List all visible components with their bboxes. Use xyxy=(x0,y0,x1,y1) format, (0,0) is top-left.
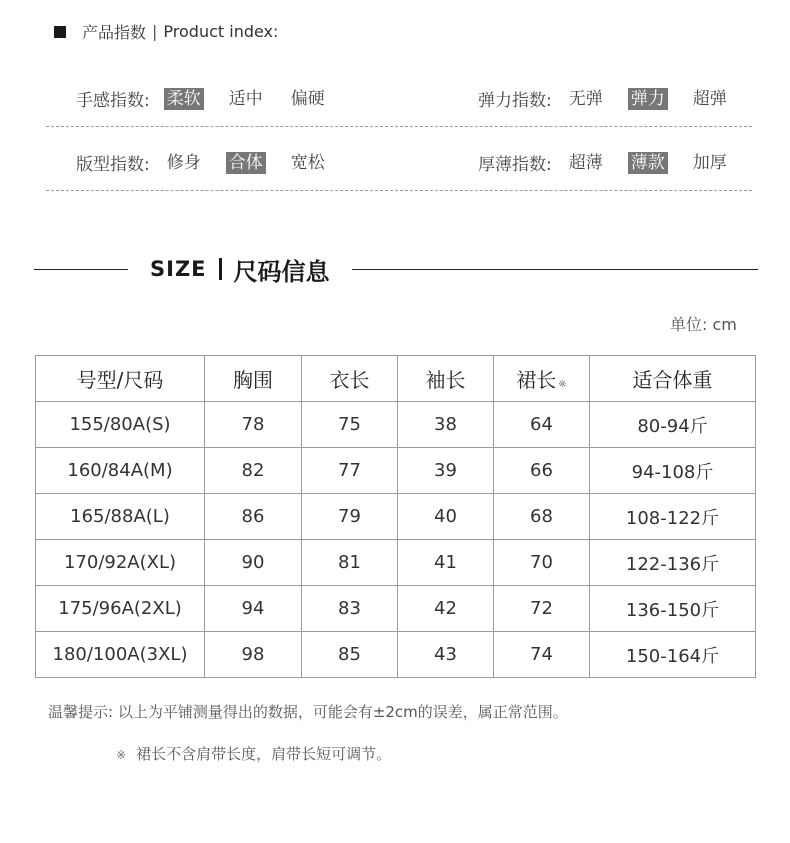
index-label: 手感指数: xyxy=(76,91,150,111)
table-row xyxy=(36,632,756,678)
value-cell: 81 xyxy=(302,540,398,586)
size-cell: 175/96A(2XL) xyxy=(36,586,205,632)
size-cell: 160/84A(M) xyxy=(36,448,205,494)
value-cell: 150-164斤 xyxy=(590,632,756,678)
title-divider-left xyxy=(34,269,128,270)
column-header: 裙长 xyxy=(516,368,557,392)
value-cell: 68 xyxy=(494,494,590,540)
value-cell: 85 xyxy=(302,632,398,678)
value-cell: 98 xyxy=(205,632,302,678)
value-cell: 136-150斤 xyxy=(590,586,756,632)
value-cell: 83 xyxy=(302,586,398,632)
value-cell: 90 xyxy=(205,540,302,586)
value-cell: 72 xyxy=(494,586,590,632)
value-cell: 43 xyxy=(398,632,494,678)
value-cell: 75 xyxy=(302,402,398,448)
size-cell: 155/80A(S) xyxy=(36,402,205,448)
value-cell: 82 xyxy=(205,448,302,494)
product-index-title-zh: 产品指数 xyxy=(82,23,147,42)
skirt-note xyxy=(116,743,391,764)
value-cell: 42 xyxy=(398,586,494,632)
value-cell: 122-136斤 xyxy=(590,540,756,586)
index-row-1 xyxy=(46,70,752,127)
index-option: 无弹 xyxy=(568,88,603,109)
unit-label: 单位: cm xyxy=(670,315,737,334)
hand-feel-index xyxy=(76,86,328,111)
reference-mark-icon: ※ xyxy=(116,748,127,762)
index-option: 加厚 xyxy=(692,152,727,173)
value-cell: 40 xyxy=(398,494,494,540)
reference-mark-icon: ※ xyxy=(558,379,567,390)
table-row xyxy=(36,448,756,494)
table-row xyxy=(36,494,756,540)
skirt-note-text: 裙长不含肩带长度，肩带长短可调节。 xyxy=(136,745,392,763)
table-row xyxy=(36,586,756,632)
index-option: 适中 xyxy=(228,88,263,109)
size-table xyxy=(35,355,756,678)
value-cell: 38 xyxy=(398,402,494,448)
title-bar xyxy=(219,258,222,280)
value-cell: 108-122斤 xyxy=(590,494,756,540)
size-cell: 170/92A(XL) xyxy=(36,540,205,586)
table-row xyxy=(36,402,756,448)
fit-index xyxy=(76,150,328,175)
square-bullet-icon xyxy=(54,26,66,38)
value-cell: 64 xyxy=(494,402,590,448)
size-section-title xyxy=(0,252,790,286)
value-cell: 39 xyxy=(398,448,494,494)
value-cell: 86 xyxy=(205,494,302,540)
index-option: 修身 xyxy=(166,152,201,173)
product-index-title-en: Product index: xyxy=(163,22,279,41)
column-header: 袖长 xyxy=(398,356,494,402)
thickness-index xyxy=(478,150,730,175)
header-separator: | xyxy=(152,22,158,41)
index-option: 柔软 xyxy=(164,88,204,110)
value-cell: 77 xyxy=(302,448,398,494)
index-option: 偏硬 xyxy=(290,88,325,109)
value-cell: 78 xyxy=(205,402,302,448)
size-cell: 165/88A(L) xyxy=(36,494,205,540)
table-body xyxy=(36,402,756,678)
index-option: 弹力 xyxy=(628,88,668,110)
elasticity-index xyxy=(478,86,730,111)
index-row-2 xyxy=(46,134,752,191)
title-divider-right xyxy=(352,269,758,270)
size-cell: 180/100A(3XL) xyxy=(36,632,205,678)
column-header: 胸围 xyxy=(205,356,302,402)
index-option: 薄款 xyxy=(628,152,668,174)
column-header-skirt xyxy=(494,356,590,402)
index-label: 弹力指数: xyxy=(478,91,552,111)
value-cell: 80-94斤 xyxy=(590,402,756,448)
table-header-row xyxy=(36,356,756,402)
index-option: 超薄 xyxy=(568,152,603,173)
value-cell: 94-108斤 xyxy=(590,448,756,494)
index-option: 宽松 xyxy=(290,152,325,173)
value-cell: 74 xyxy=(494,632,590,678)
column-header: 号型/尺码 xyxy=(36,356,205,402)
product-index-header xyxy=(54,20,278,43)
index-option: 合体 xyxy=(226,152,266,174)
table-row xyxy=(36,540,756,586)
column-header: 衣长 xyxy=(302,356,398,402)
value-cell: 79 xyxy=(302,494,398,540)
size-title-text xyxy=(150,252,330,286)
size-title-zh: 尺码信息 xyxy=(233,257,330,286)
value-cell: 41 xyxy=(398,540,494,586)
column-header: 适合体重 xyxy=(590,356,756,402)
value-cell: 70 xyxy=(494,540,590,586)
measurement-tip: 温馨提示: 以上为平铺测量得出的数据，可能会有±2cm的误差，属正常范围。 xyxy=(48,703,568,721)
index-label: 厚薄指数: xyxy=(478,155,552,175)
index-label: 版型指数: xyxy=(76,155,150,175)
index-option: 超弹 xyxy=(692,88,727,109)
value-cell: 66 xyxy=(494,448,590,494)
value-cell: 94 xyxy=(205,586,302,632)
size-title-en: SIZE xyxy=(150,257,207,281)
